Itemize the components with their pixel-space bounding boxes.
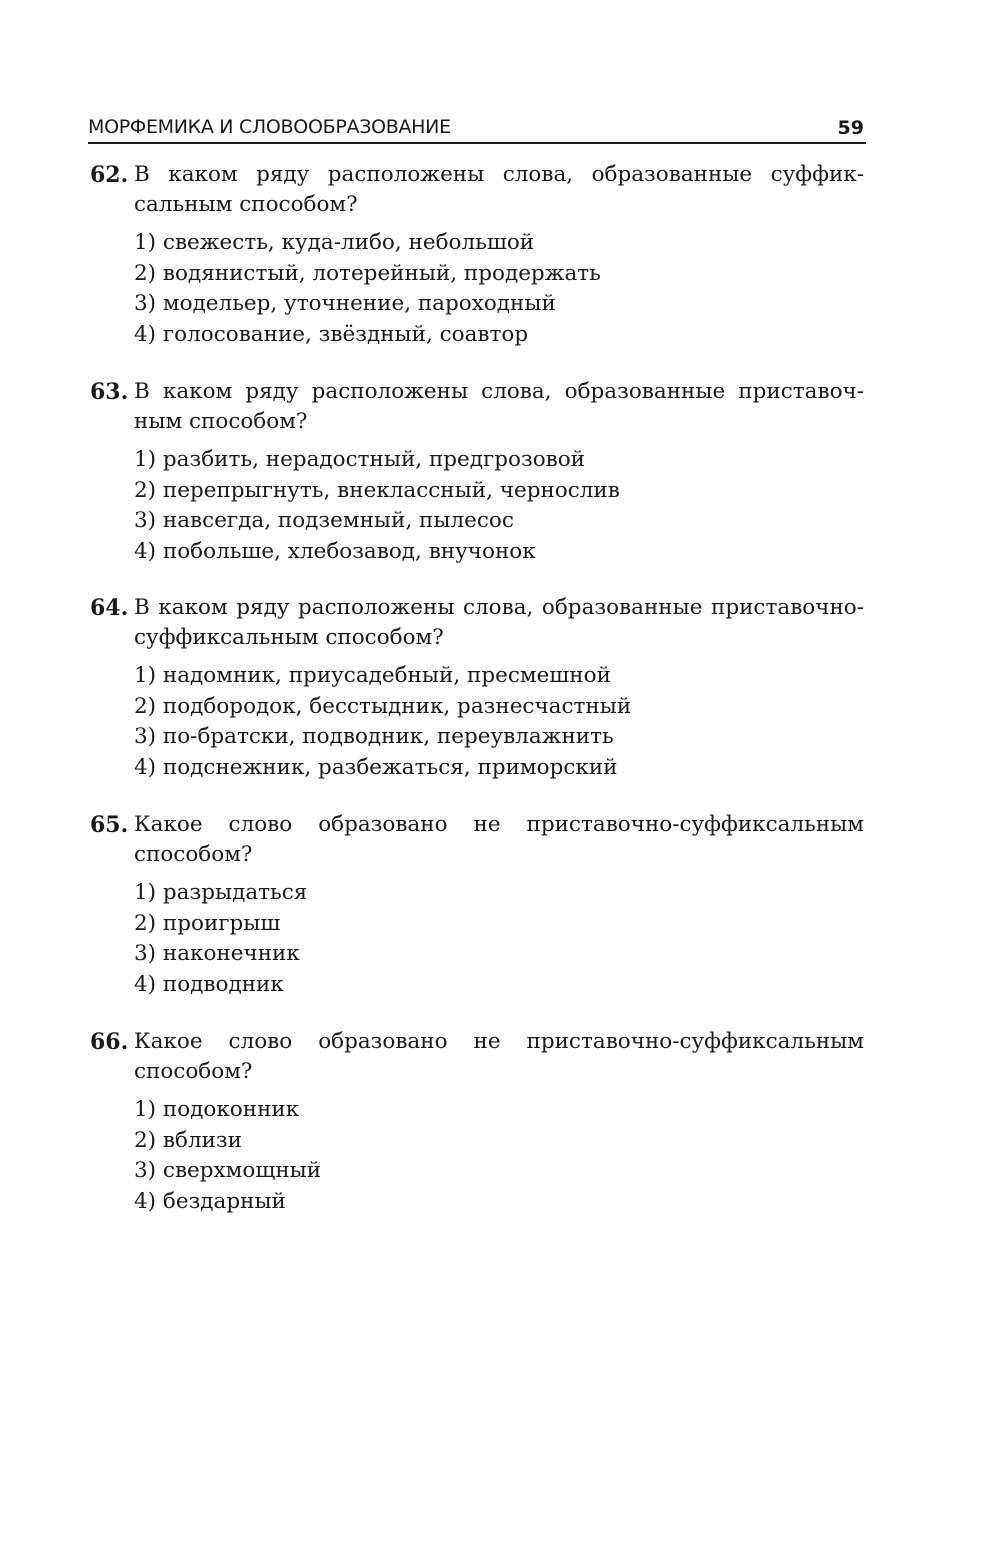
answer-options bbox=[134, 445, 864, 567]
answer-option-4: 4) бездарный bbox=[134, 1188, 286, 1214]
answer-option-2: 2) перепрыгнуть, внеклассный, чернослив bbox=[134, 477, 620, 503]
answer-option-1: 1) разрыдаться bbox=[134, 880, 308, 905]
answer-option-2: 2) проигрыш bbox=[134, 910, 281, 936]
answer-option-1: 1) подоконник bbox=[134, 1097, 300, 1122]
answer-options bbox=[134, 878, 864, 1000]
task-66 bbox=[90, 1027, 864, 1217]
task-question: В каком ряду расположены слова, образованные приставочным способом? bbox=[134, 379, 864, 434]
task-question: В каком ряду расположены слова, образованные суффиксальным способом? bbox=[134, 162, 864, 217]
task-question: Какое слово образовано не приставочно-суффиксальным способом? bbox=[134, 1029, 864, 1084]
task-number: 66. bbox=[90, 1029, 129, 1055]
answer-option-1: 1) разбить, нерадостный, предгрозовой bbox=[134, 447, 586, 472]
page-number: 59 bbox=[837, 117, 864, 139]
page-header bbox=[88, 112, 866, 144]
task-number: 64. bbox=[90, 595, 129, 621]
answer-options bbox=[134, 228, 864, 350]
task-62 bbox=[90, 160, 864, 350]
answer-option-3: 3) наконечник bbox=[134, 941, 300, 966]
answer-option-4: 4) побольше, хлебозавод, внучонок bbox=[134, 538, 536, 564]
answer-option-2: 2) водянистый, лотерейный, продержать bbox=[134, 260, 601, 286]
task-number: 65. bbox=[90, 812, 129, 838]
answer-option-1: 1) свежесть, куда-либо, небольшой bbox=[134, 230, 535, 255]
answer-option-4: 4) подснежник, разбежаться, приморский bbox=[134, 754, 618, 780]
answer-option-2: 2) подбородок, бесстыдник, разнесчастный bbox=[134, 693, 632, 719]
task-question: Какое слово образовано не приставочно-суффиксальным способом? bbox=[134, 812, 864, 867]
task-number: 62. bbox=[90, 162, 129, 188]
answer-option-1: 1) надомник, приусадебный, пресмешной bbox=[134, 663, 611, 688]
answer-options bbox=[134, 661, 864, 783]
answer-options bbox=[134, 1095, 864, 1217]
task-64 bbox=[90, 593, 864, 783]
answer-option-3: 3) модельер, уточнение, пароходный bbox=[134, 291, 556, 316]
task-65 bbox=[90, 810, 864, 1000]
answer-option-4: 4) подводник bbox=[134, 971, 284, 997]
answer-option-3: 3) навсегда, подземный, пылесос bbox=[134, 508, 514, 533]
answer-option-3: 3) по-братски, подводник, переувлажнить bbox=[134, 724, 614, 749]
task-63 bbox=[90, 377, 864, 567]
answer-option-2: 2) вблизи bbox=[134, 1127, 242, 1153]
section-title: МОРФЕМИКА И СЛОВООБРАЗОВАНИЕ bbox=[88, 116, 451, 138]
answer-option-4: 4) голосование, звёздный, соавтор bbox=[134, 321, 529, 347]
answer-option-3: 3) сверхмощный bbox=[134, 1158, 322, 1183]
task-question: В каком ряду расположены слова, образованные приставочно-суффиксальным способом? bbox=[134, 595, 864, 650]
task-number: 63. bbox=[90, 379, 129, 405]
